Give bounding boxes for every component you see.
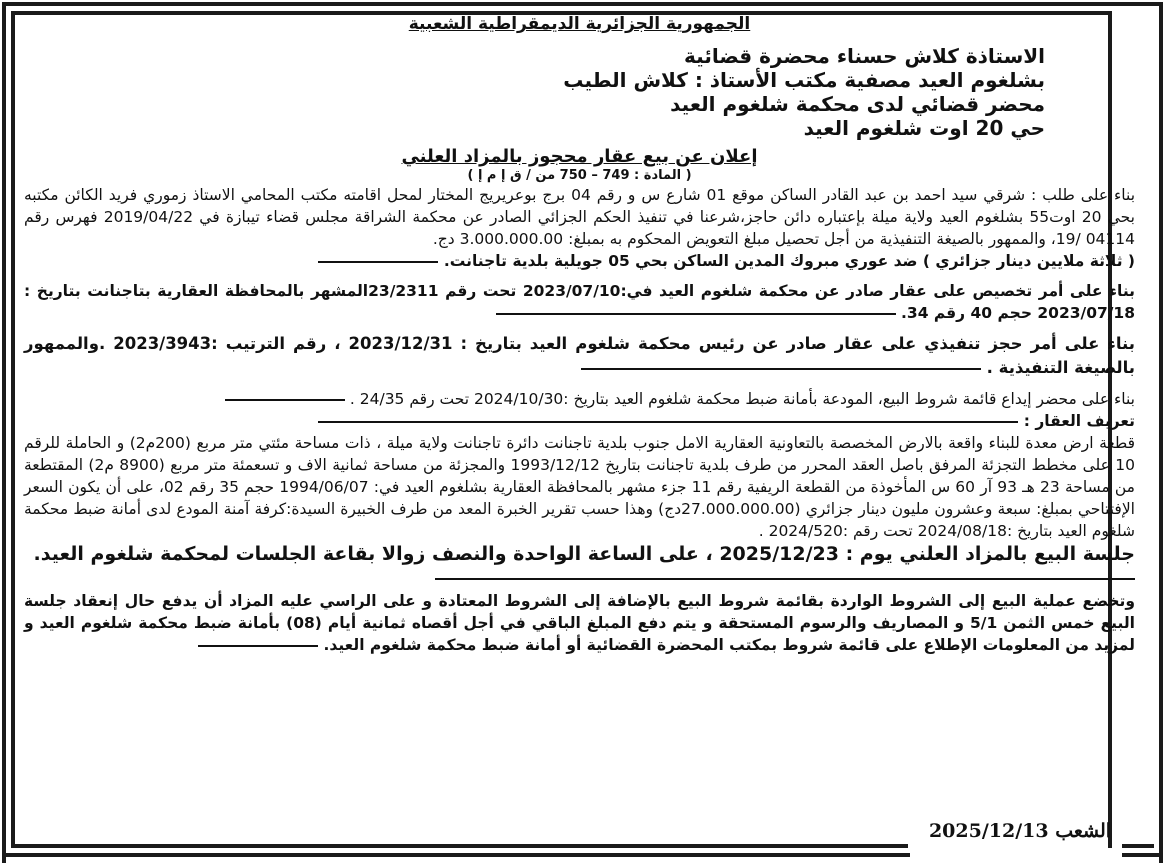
dash-line	[318, 421, 1018, 423]
bottom-rule	[1122, 853, 1162, 857]
dash-line	[435, 578, 1135, 580]
paragraph-seizure-order	[24, 332, 1135, 380]
paragraph-debtor	[24, 250, 1135, 272]
dash-line	[198, 645, 318, 647]
dash-line	[581, 368, 981, 370]
legal-reference: ( المادة : 749 – 750 من / ق إ م إ )	[467, 168, 692, 183]
allocation-text: بناء على أمر تخصيص على عقار صادر عن محكمة شلغوم العيد في:2023/07/10 تحت رقم 23/2311المشهر بالمحافظة العقارية بتاجنانت بتاريخ : 2023/07/18 حجم 40 رقم 34.	[24, 282, 1135, 322]
bottom-rule	[11, 844, 908, 848]
paragraph-property-description: قطعة ارض معدة للبناء واقعة بالارض المخصصة بالتعاونية العقارية الامل جنوب بلدية تاجنانت دائرة تاجنانت ولاية ميلة ، ذات مساحة مئتي متر مربع (200م2) و الحاملة للرقم 10 على مخطط التجزئة المرفق باصل العقد المحرر من طرف بلدية تاجنانت بتاريخ 1993/12/12 والمجزئة من مساحة ثمانية الاف و تسعمئة متر مربع (8900 م2) المقتطعة من مساحة 23 هـ 93 آر 60 س المأخوذة من القطعة الريفية رقم 11 جزء مشهر بالمحافظة العقارية بشلغوم العيد في: 1994/06/07 حجم 35 رقم 02، على أن يكون السعر الإفتتاحي بمبلغ: سبعة وعشرون مليون دينار جزائري (27.000.000.00دج) وهذا حسب تقرير الخبرة المعد من طرف الخبيرة السيدة:كرفة آمنة المودع لدى أمانة ضبط محكمة شلغوم العيد بتاريخ :2024/08/18 تحت رقم :2024/520 .	[24, 434, 1135, 540]
notice-title: إعلان عن بيع عقار محجوز بالمزاد العلني	[401, 146, 758, 167]
property-heading-text: تعريف العقار :	[1023, 412, 1135, 430]
paragraph-deposit	[24, 388, 1135, 410]
bailiff-header	[24, 44, 1135, 140]
header-line: بشلغوم العيد مصفية مكتب الأستاذ : كلاش الطيب	[563, 68, 1045, 92]
sale-session	[24, 542, 1135, 590]
bottom-rule	[1122, 844, 1154, 848]
deposit-text: بناء على محضر إيداع قائمة شروط البيع، المودعة بأمانة ضبط محكمة شلغوم العيد بتاريخ :2024/10/30 تحت رقم 24/35 .	[349, 390, 1135, 408]
notice-body	[24, 14, 1135, 656]
header-line: محضر قضائي لدى محكمة شلغوم العيد	[670, 92, 1045, 116]
republic-heading: الجمهورية الجزائرية الديمقراطية الشعبية	[408, 14, 751, 34]
conditions-text: وتخضع عملية البيع إلى الشروط الواردة بقائمة شروط البيع بالإضافة إلى الشروط المعتادة و على الراسي عليه المزاد أن يدفع حال إنعقاد جلسة البيع خمس الثمن 5/1 و المصاريف والرسوم المستحقة و يتم دفع المبلغ الباقي في أجل أقصاه ثمانية أيام (08) بأمانة ضبط محكمة شلغوم العيد و لمزيد من المعلومات الإطلاع على قائمة شروط بمكتب المحضرة القضائية أو أمانة ضبط محكمة شلغوم العيد.	[24, 592, 1135, 654]
paragraph-allocation-order	[24, 280, 1135, 324]
paragraph-request: بناء على طلب : شرقي سيد احمد بن عبد القادر الساكن موقع 01 شارع س و رقم 04 برج بوعريريج المختار لمحل اقامته مكتب المحامي الاستاذ زموري فريد الكائن مكتبه بحي 20 اوت55 بشلغوم العيد ولاية ميلة بإعتباره دائن حاجز،شرعنا في تنفيذ الحكم الجزائي الصادر عن محكمة الشراقة مجلس قضاء تيبازة في 2019/04/22 فهرس رقم 04114 /19، والممهور بالصيغة التنفيذية من أجل تحصيل مبلغ التعويض المحكوم به بمبلغ: 3.000.000.00 دج.	[24, 186, 1136, 248]
newspaper-date-footer: الشعب 2025/12/13	[928, 820, 1112, 842]
bottom-rule	[2, 853, 910, 857]
property-heading	[24, 410, 1135, 432]
paragraph-conditions	[24, 590, 1135, 656]
header-line: حي 20 اوت شلغوم العيد	[803, 116, 1045, 140]
seizure-text: بناء على أمر حجز تنفيذي على عقار صادر عن رئيس محكمة شلغوم العيد بتاريخ : 2023/12/31 ، رقم الترتيب :2023/3943 .والممهور بالصيغة التنفيذية .	[24, 334, 1135, 377]
header-line: الاستاذة كلاش حسناء محضرة قضائية	[684, 44, 1045, 68]
dash-line	[496, 313, 896, 315]
dash-line	[225, 399, 345, 401]
sale-session-text: جلسة البيع بالمزاد العلني يوم : 2025/12/23 ، على الساعة الواحدة والنصف زوالا بقاعة الجلسات لمحكمة شلغوم العيد.	[33, 543, 1135, 565]
debtor-text: ( ثلاثة ملايين دينار جزائري ) ضد عوري مبروك المدين الساكن بحي 05 جويلية بلدية تاجنانت.	[443, 252, 1135, 270]
dash-line	[318, 261, 438, 263]
